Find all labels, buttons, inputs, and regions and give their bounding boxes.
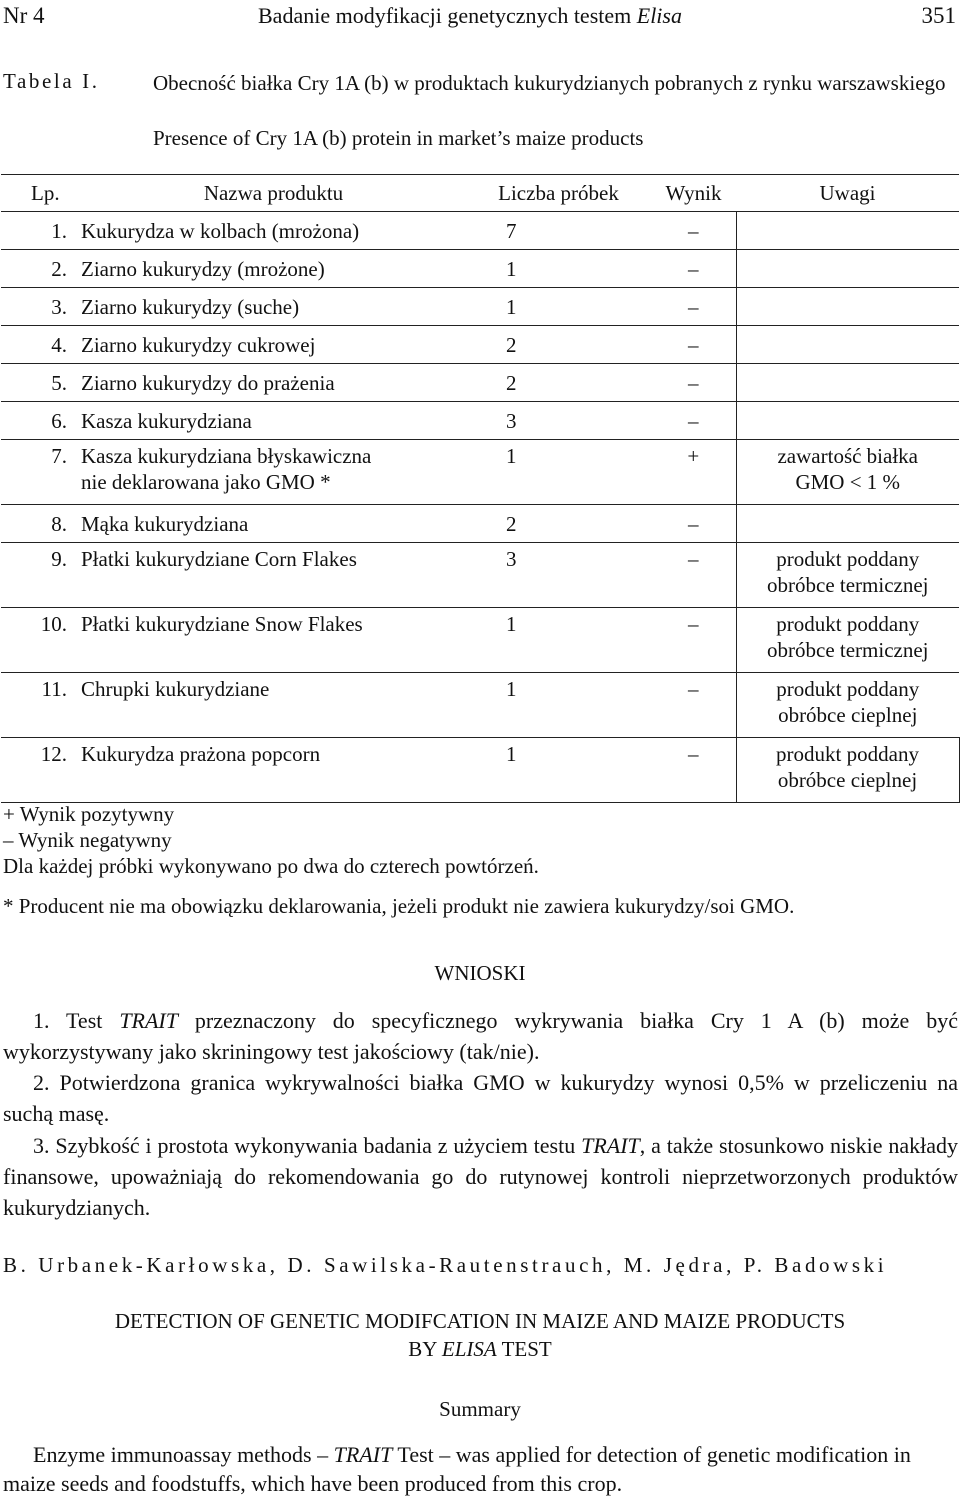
running-title-emphasis: Elisa (636, 3, 682, 28)
conclusion-2-text: 2. Potwierdzona granica wykrywalności białka GMO w kukurydzy wynosi 0,5% w przeliczeniu na suchą masę. (3, 1070, 958, 1126)
row-lp-line-1: 2. (51, 256, 67, 281)
row-sample-count-line-1: 3 (506, 547, 517, 571)
table-row (1, 402, 959, 440)
conclusion-3-end: , a także stosunkowo niskie nakłady finansowe, upoważniają do rekomendowania go do rutynowej kontroli nieprzetworzonych produktów kukurydzianych. (3, 1133, 958, 1220)
row-result-line-1: – (688, 547, 699, 571)
conclusion-1-end: przeznaczony do specyficznego wykrywania białka Cry 1 A (b) może być wykorzystywany jako skriningowy test jakościowy (tak/nie). (3, 1008, 958, 1064)
summary-emphasis: TRAIT (333, 1442, 393, 1467)
english-title-test: TEST (496, 1337, 552, 1361)
row-result (651, 440, 736, 505)
row-result (651, 402, 736, 440)
row-lp-line-1: 5. (51, 370, 67, 395)
row-product-name (81, 402, 466, 440)
row-product-name-line-1: Ziarno kukurydzy do prażenia (81, 370, 335, 395)
row-lp (1, 440, 81, 505)
footnote-gmo-declaration: * Producent nie ma obowiązku deklarowania, jeżeli produkt nie zawiera kukurydzy/soi GMO. (3, 894, 795, 918)
conclusion-3-emphasis: TRAIT (581, 1133, 640, 1158)
row-lp-line-1: 1. (51, 218, 67, 243)
row-product-name-line-2: nie deklarowana jako GMO * (81, 470, 331, 494)
row-sample-count-line-1: 1 (506, 256, 517, 281)
table-row (1, 608, 959, 673)
row-result (651, 212, 736, 250)
row-product-name-line-1: Kukurydza w kolbach (mrożona) (81, 218, 360, 243)
row-product-name-line-1: Kasza kukurydziana (81, 408, 252, 433)
row-notes-line-2: obróbce cieplnej (777, 768, 918, 792)
table-caption-polish: Obecność białka Cry 1A (b) w produktach kukurydzianych pobranych z rynku warszawskiego (153, 71, 946, 95)
row-product-name-line-1: Kukurydza prażona popcorn (81, 742, 321, 766)
header-lp: Lp. (1, 175, 81, 212)
table-row (1, 505, 959, 543)
english-title-line-1: DETECTION OF GENETIC MODIFCATION IN MAIZE AND MAIZE PRODUCTS (114, 1309, 846, 1333)
row-lp (1, 402, 81, 440)
conclusion-1-emphasis: TRAIT (119, 1008, 178, 1033)
row-result (651, 250, 736, 288)
row-lp (1, 608, 81, 673)
table-row (1, 212, 959, 250)
row-sample-count-line-1: 3 (506, 408, 517, 433)
row-sample-count-line-1: 1 (506, 444, 517, 468)
row-sample-count-line-1: 7 (506, 218, 517, 243)
row-product-name (81, 288, 466, 326)
summary-title: Summary (439, 1397, 521, 1421)
row-lp (1, 250, 81, 288)
row-product-name (81, 543, 466, 608)
row-lp (1, 738, 81, 803)
table-row (1, 440, 959, 505)
row-result-line-1: – (688, 218, 699, 243)
row-sample-count (466, 326, 651, 364)
row-notes (736, 212, 959, 250)
summary-end: Test – was applied for detection of genetic modification in maize seeds and foodstuffs, which have been produced from this crop. (3, 1442, 911, 1496)
row-lp-line-1: 10. (40, 612, 67, 636)
row-sample-count-line-1: 1 (506, 612, 517, 636)
row-lp-line-1: 8. (51, 511, 67, 536)
table-row (1, 673, 959, 738)
row-sample-count (466, 673, 651, 738)
row-notes-line-1: zawartość białka (777, 444, 918, 468)
row-sample-count (466, 608, 651, 673)
conclusions-title: WNIOSKI (434, 961, 526, 985)
row-sample-count-line-1: 2 (506, 370, 517, 395)
row-notes-line-1: produkt poddany (776, 742, 919, 766)
row-product-name (81, 505, 466, 543)
conclusion-3 (3, 1130, 958, 1223)
row-lp-line-1: 11. (41, 677, 67, 701)
running-title-text: Badanie modyfikacji genetycznych testem (258, 3, 637, 28)
row-lp (1, 364, 81, 402)
row-sample-count (466, 738, 651, 803)
row-lp (1, 326, 81, 364)
conclusion-3-start: 3. Szybkość i prostota wykonywania badania z użyciem testu (33, 1133, 582, 1158)
row-product-name-line-1: Ziarno kukurydzy cukrowej (81, 332, 316, 357)
row-sample-count (466, 364, 651, 402)
row-notes (736, 738, 959, 803)
row-lp-line-1: 12. (40, 742, 67, 766)
table-row (1, 364, 959, 402)
row-product-name (81, 212, 466, 250)
row-product-name-line-1: Kasza kukurydziana błyskawiczna (81, 444, 372, 468)
english-title-line-2 (0, 1337, 960, 1362)
table-row (1, 326, 959, 364)
row-sample-count (466, 250, 651, 288)
row-notes (736, 543, 959, 608)
table-body (1, 212, 959, 803)
row-result (651, 543, 736, 608)
row-lp-line-1: 3. (51, 294, 67, 319)
header-notes: Uwagi (736, 175, 959, 212)
row-product-name-line-1: Mąka kukurydziana (81, 511, 249, 536)
table-header-row (1, 175, 959, 212)
row-product-name-line-1: Ziarno kukurydzy (suche) (81, 294, 300, 319)
row-notes-line-1: produkt poddany (776, 547, 920, 571)
row-result-line-1: – (688, 332, 699, 357)
row-notes-line-1: produkt poddany (776, 612, 920, 636)
row-notes (736, 288, 959, 326)
row-notes (736, 326, 959, 364)
table-row (1, 543, 959, 608)
row-sample-count-line-1: 1 (506, 677, 517, 701)
row-notes-line-2: obróbce cieplnej (778, 703, 918, 727)
row-result (651, 326, 736, 364)
row-lp (1, 505, 81, 543)
summary-text (3, 1440, 958, 1498)
row-sample-count-line-1: 1 (506, 294, 517, 319)
row-result-line-1: – (688, 677, 699, 701)
row-lp-line-1: 9. (51, 547, 67, 571)
row-result (651, 738, 736, 803)
row-result-line-1: – (688, 612, 699, 636)
row-product-name-line-1: Płatki kukurydziane Corn Flakes (81, 547, 357, 571)
row-product-name-line-1: Ziarno kukurydzy (mrożone) (81, 256, 325, 281)
row-notes (736, 608, 959, 673)
row-notes-line-2: obróbce termicznej (767, 573, 929, 597)
running-title (258, 3, 682, 29)
row-product-name-line-1: Chrupki kukurydziane (81, 677, 270, 701)
row-product-name (81, 326, 466, 364)
row-lp (1, 543, 81, 608)
row-result-line-1: + (687, 444, 700, 468)
row-lp (1, 288, 81, 326)
page-number: 351 (921, 3, 956, 28)
conclusion-1-start: 1. Test (33, 1008, 120, 1033)
row-result (651, 364, 736, 402)
table-row (1, 250, 959, 288)
row-result-line-1: – (688, 294, 699, 319)
row-result-line-1: – (688, 408, 699, 433)
row-sample-count-line-1: 2 (506, 511, 517, 536)
table-caption-english: Presence of Cry 1A (b) protein in market’s maize products (153, 126, 644, 150)
row-sample-count (466, 402, 651, 440)
row-lp (1, 212, 81, 250)
row-notes-line-1: produkt poddany (776, 677, 920, 701)
row-lp (1, 673, 81, 738)
row-lp-line-1: 7. (51, 444, 67, 468)
row-product-name (81, 608, 466, 673)
row-notes (736, 673, 959, 738)
table-row (1, 288, 959, 326)
row-notes (736, 505, 959, 543)
row-lp-line-1: 6. (51, 408, 67, 433)
row-notes-line-2: obróbce termicznej (767, 638, 929, 662)
row-product-name (81, 673, 466, 738)
row-notes (736, 440, 959, 505)
summary-start: Enzyme immunoassay methods – (33, 1442, 334, 1467)
row-result (651, 505, 736, 543)
row-notes (736, 402, 959, 440)
row-result-line-1: – (688, 256, 699, 281)
products-table (1, 174, 960, 803)
row-result (651, 673, 736, 738)
legend-negative: – Wynik negatywny (3, 828, 172, 852)
row-sample-count (466, 212, 651, 250)
row-lp-line-1: 4. (51, 332, 67, 357)
english-title-by: BY (408, 1337, 442, 1361)
header-name: Nazwa produktu (81, 175, 466, 212)
row-product-name (81, 364, 466, 402)
row-result-line-1: – (688, 511, 699, 536)
header-count: Liczba próbek (466, 175, 651, 212)
header-result: Wynik (651, 175, 736, 212)
row-result (651, 608, 736, 673)
row-result-line-1: – (688, 742, 699, 766)
row-product-name (81, 440, 466, 505)
row-result (651, 288, 736, 326)
row-sample-count (466, 543, 651, 608)
row-notes (736, 364, 959, 402)
row-result-line-1: – (688, 370, 699, 395)
row-sample-count (466, 288, 651, 326)
row-product-name (81, 738, 466, 803)
legend-repetitions-note: Dla każdej próbki wykonywano po dwa do czterech powtórzeń. (3, 854, 539, 878)
table-caption-label: Tabela I. (3, 69, 100, 93)
row-sample-count (466, 505, 651, 543)
english-title-emphasis: ELISA (441, 1337, 497, 1361)
authors: B. Urbanek-Karłowska, D. Sawilska-Rautenstrauch, M. Jędra, P. Badowski (3, 1253, 888, 1277)
row-product-name (81, 250, 466, 288)
issue-number: Nr 4 (3, 3, 45, 28)
table-row (1, 738, 959, 803)
conclusion-1 (3, 1005, 958, 1067)
row-sample-count (466, 440, 651, 505)
row-notes (736, 250, 959, 288)
row-product-name-line-1: Płatki kukurydziane Snow Flakes (81, 612, 363, 636)
legend-positive: + Wynik pozytywny (3, 802, 175, 826)
row-sample-count-line-1: 1 (506, 742, 517, 766)
conclusion-2 (3, 1067, 958, 1129)
row-sample-count-line-1: 2 (506, 332, 517, 357)
row-notes-line-2: GMO < 1 % (795, 470, 901, 494)
